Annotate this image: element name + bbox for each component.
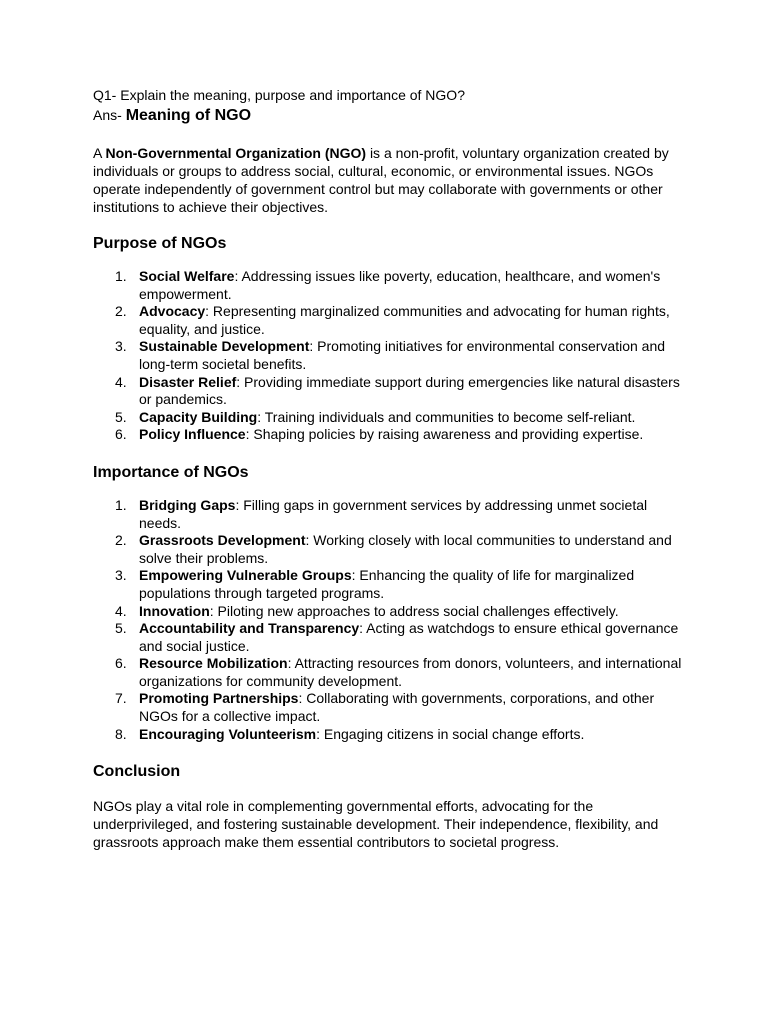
item-term: Policy Influence [139, 426, 246, 443]
item-term: Empowering Vulnerable Groups [139, 567, 352, 584]
item-number: 3. [115, 567, 127, 584]
item-desc: : Providing immediate support during emergencies like natural disasters or pandemics. [139, 373, 680, 408]
list-item [93, 603, 683, 621]
list-item [93, 409, 683, 427]
item-desc: : Filling gaps in government services by addressing unmet societal needs. [139, 496, 648, 531]
conclusion-heading: Conclusion [93, 763, 181, 781]
item-desc: : Piloting new approaches to address social challenges effectively. [209, 602, 619, 619]
item-term: Bridging Gaps [139, 496, 236, 513]
list-item [93, 726, 683, 744]
list-item [93, 338, 683, 373]
list-item [93, 655, 683, 690]
purpose-list [93, 268, 683, 444]
list-item [93, 303, 683, 338]
item-term: Accountability and Transparency [139, 620, 360, 637]
item-term: Resource Mobilization [139, 655, 288, 672]
answer-prefix: Ans- [93, 107, 122, 123]
list-item [93, 532, 683, 567]
importance-list [93, 497, 683, 743]
intro-pre: A [93, 145, 102, 161]
item-number: 3. [115, 338, 127, 355]
item-desc: : Engaging citizens in social change efforts. [316, 725, 585, 742]
item-number: 6. [115, 655, 127, 672]
item-desc: : Representing marginalized communities and advocating for human rights, equality, and justice. [139, 303, 670, 337]
item-term: Sustainable Development [139, 338, 310, 355]
item-term: Grassroots Development [139, 532, 306, 549]
item-number: 2. [115, 532, 127, 549]
item-number: 5. [115, 408, 127, 425]
item-term: Promoting Partnerships [139, 690, 299, 707]
list-item [93, 620, 683, 655]
item-desc: : Enhancing the quality of life for marginalized populations through targeted programs. [139, 567, 635, 601]
item-desc: : Training individuals and communities to become self-reliant. [257, 408, 636, 425]
item-number: 1. [115, 268, 127, 284]
intro-bold-term: Non-Governmental Organization (NGO) [105, 145, 367, 161]
item-number: 5. [115, 620, 127, 637]
item-desc: : Addressing issues like poverty, education, healthcare, and women's empowerment. [139, 268, 661, 302]
item-desc: : Promoting initiatives for environmental conservation and long-term societal benefits. [139, 338, 666, 372]
importance-heading: Importance of NGOs [93, 463, 249, 481]
item-desc: : Attracting resources from donors, volunteers, and international organizations for community development. [139, 655, 682, 689]
item-term: Innovation [139, 602, 210, 619]
conclusion-paragraph: NGOs play a vital role in complementing governmental efforts, advocating for the underprivileged, and fostering sustainable development. Their independence, flexibility, and grassroots approach make them essential contributors to societal progress. [93, 798, 659, 851]
item-desc: : Shaping policies by raising awareness and providing expertise. [245, 426, 644, 443]
list-item [93, 497, 683, 532]
intro-post: is a non-profit, voluntary organization created by individuals or groups to address social, cultural, economic, or environmental issues. NGOs operate independently of government control but may collaborate with governments or other institutions to achieve their objectives. [93, 145, 669, 215]
item-term: Social Welfare [139, 268, 235, 284]
purpose-heading: Purpose of NGOs [93, 235, 227, 252]
list-item [93, 268, 683, 303]
item-number: 6. [115, 426, 127, 443]
intro-paragraph [93, 144, 683, 216]
item-number: 1. [115, 496, 127, 513]
item-number: 4. [115, 602, 127, 619]
item-desc: : Collaborating with governments, corporations, and other NGOs for a collective impact. [139, 690, 655, 725]
meaning-heading: Meaning of NGO [125, 107, 252, 124]
item-desc: : Acting as watchdogs to ensure ethical governance and social justice. [139, 620, 679, 654]
list-item [93, 567, 683, 602]
item-number: 2. [115, 303, 127, 320]
item-term: Advocacy [139, 303, 206, 320]
document-page [93, 86, 683, 851]
list-item [93, 690, 683, 725]
item-term: Encouraging Volunteerism [139, 725, 317, 742]
answer-line [93, 104, 683, 127]
item-term: Capacity Building [139, 408, 258, 425]
item-number: 8. [115, 725, 127, 742]
question-line: Q1- Explain the meaning, purpose and importance of NGO? [93, 87, 465, 103]
item-number: 7. [115, 690, 127, 707]
item-desc: : Working closely with local communities to understand and solve their problems. [139, 532, 672, 566]
item-number: 4. [115, 373, 127, 390]
list-item [93, 426, 683, 444]
item-term: Disaster Relief [139, 373, 237, 390]
list-item [93, 374, 683, 409]
